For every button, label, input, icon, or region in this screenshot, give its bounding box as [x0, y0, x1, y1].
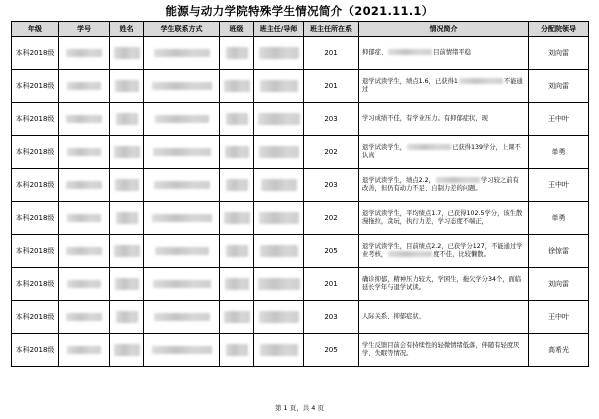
advisor-dept-text: 203: [324, 181, 338, 189]
redacted-detail: [407, 144, 451, 150]
student-id-cell: [59, 136, 110, 169]
redacted-detail: [388, 49, 432, 55]
grade-cell: [12, 334, 59, 367]
situation-text: 退学试读学生，平均绩点1.7，已获得102.5学分，该生散漫拖拉，贪玩，执行力差，学习态度不端正，: [362, 210, 523, 225]
redacted-advisor: [259, 212, 299, 224]
advisor-dept-cell: [304, 37, 359, 70]
redacted-advisor: [259, 47, 299, 59]
grade-text: 本科2018级: [15, 214, 55, 222]
redacted-name: [114, 47, 140, 59]
table-row: [12, 70, 589, 103]
redacted-contact: [154, 49, 210, 57]
leader-cell: [529, 235, 589, 268]
grade-text: 本科2018级: [15, 181, 55, 189]
class-cell: [220, 169, 254, 202]
header-leader: 分配院领导: [529, 22, 589, 37]
name-cell: [110, 169, 144, 202]
advisor-dept-cell: [304, 169, 359, 202]
redacted-name: [115, 278, 139, 290]
name-cell: [110, 334, 144, 367]
name-cell: [110, 268, 144, 301]
advisor-cell: [254, 37, 304, 70]
advisor-dept-cell: [304, 268, 359, 301]
redacted-class: [226, 113, 248, 125]
advisor-cell: [254, 334, 304, 367]
class-cell: [220, 103, 254, 136]
redacted-advisor: [259, 311, 299, 323]
grade-text: 本科2018级: [15, 49, 55, 57]
leader-text: 单勇: [551, 148, 566, 156]
advisor-cell: [254, 136, 304, 169]
redacted-advisor: [260, 80, 298, 92]
leader-text: 高希光: [548, 346, 569, 354]
leader-cell: [529, 334, 589, 367]
advisor-dept-cell: [304, 235, 359, 268]
situation-text: 学习成绩不佳，有学业压力。有抑郁症状，现: [362, 115, 488, 122]
grade-cell: [12, 169, 59, 202]
leader-text: 王中叶: [548, 313, 569, 321]
advisor-cell: [254, 103, 304, 136]
grade-cell: [12, 268, 59, 301]
situation-text: 抑郁症、: [362, 49, 388, 56]
advisor-dept-cell: [304, 70, 359, 103]
leader-cell: [529, 301, 589, 334]
leader-text: 刘向雷: [548, 280, 569, 288]
header-contact: 学生联系方式: [144, 22, 220, 37]
leader-text: 徐惊雷: [548, 247, 569, 255]
redacted-name: [116, 212, 138, 224]
situation-text: 确诊抑郁，精神压力较大，学困生，拖欠学分34个，面临延长学年与退学试读。: [362, 276, 522, 291]
advisor-dept-text: 201: [324, 49, 338, 57]
advisor-dept-text: 203: [324, 313, 338, 321]
situation-cell: [359, 70, 529, 103]
header-grade: 年级: [12, 22, 59, 37]
redacted-class: [226, 245, 248, 257]
table-row: [12, 37, 589, 70]
situation-text: 退学试读学生，: [362, 144, 407, 151]
situation-cell: [359, 103, 529, 136]
table-header-row: [12, 22, 589, 37]
advisor-dept-text: 201: [324, 82, 338, 90]
advisor-dept-text: 205: [324, 346, 338, 354]
leader-cell: [529, 37, 589, 70]
redacted-class: [224, 311, 250, 323]
redacted-advisor: [261, 179, 297, 191]
grade-cell: [12, 70, 59, 103]
class-cell: [220, 235, 254, 268]
redacted-student-id: [67, 214, 101, 222]
leader-text: 刘向雷: [548, 82, 569, 90]
redacted-class: [224, 212, 250, 224]
redacted-class: [226, 179, 248, 191]
situation-text: 退学试读学生，绩点2.2，: [362, 177, 435, 184]
grade-text: 本科2018级: [15, 313, 55, 321]
student-id-cell: [59, 235, 110, 268]
leader-cell: [529, 103, 589, 136]
advisor-dept-cell: [304, 202, 359, 235]
class-cell: [220, 268, 254, 301]
redacted-advisor: [258, 113, 300, 125]
advisor-dept-text: 205: [324, 247, 338, 255]
advisor-dept-cell: [304, 136, 359, 169]
advisor-dept-text: 202: [324, 214, 338, 222]
class-cell: [220, 301, 254, 334]
redacted-name: [116, 113, 138, 125]
leader-cell: [529, 202, 589, 235]
redacted-student-id: [67, 82, 101, 90]
table-row: [12, 235, 589, 268]
name-cell: [110, 301, 144, 334]
redacted-class: [226, 47, 248, 59]
contact-cell: [144, 334, 220, 367]
advisor-cell: [254, 235, 304, 268]
redacted-class: [225, 146, 249, 158]
advisor-cell: [254, 268, 304, 301]
leader-text: 王中叶: [548, 115, 569, 123]
page-title: 能源与动力学院特殊学生情况简介（2021.11.1）: [165, 4, 434, 18]
situation-text: 退学试读学生，目前绩点2.2，已获学分127，不能通过学业考核，: [362, 243, 523, 258]
student-id-cell: [59, 37, 110, 70]
contact-cell: [144, 235, 220, 268]
grade-cell: [12, 301, 59, 334]
redacted-name: [116, 311, 138, 323]
situation-cell: [359, 136, 529, 169]
situation-cell: [359, 202, 529, 235]
grade-cell: [12, 103, 59, 136]
redacted-class: [224, 80, 250, 92]
redacted-name: [115, 179, 139, 191]
table-row: [12, 334, 589, 367]
situation-cell: [359, 334, 529, 367]
grade-cell: [12, 235, 59, 268]
name-cell: [110, 202, 144, 235]
situation-text-cont: 学习较之前有改善，但仍有动力不足、自制力差的问题。: [362, 177, 519, 192]
situation-cell: [359, 235, 529, 268]
name-cell: [110, 37, 144, 70]
redacted-detail: [388, 251, 432, 257]
redacted-contact: [152, 214, 212, 222]
student-id-cell: [59, 169, 110, 202]
redacted-student-id: [67, 346, 101, 354]
leader-text: 王中叶: [548, 181, 569, 189]
situation-text: 学生反馈目前会有持续性的轻微情绪低落，伴随有轻度厌学、失眠等情况。: [362, 342, 520, 357]
redacted-student-id: [67, 148, 101, 156]
redacted-student-id: [66, 247, 102, 255]
student-id-cell: [59, 103, 110, 136]
student-table: [11, 21, 589, 367]
redacted-advisor: [259, 146, 299, 158]
redacted-contact: [153, 280, 211, 288]
redacted-detail: [436, 177, 480, 183]
contact-cell: [144, 202, 220, 235]
advisor-cell: [254, 169, 304, 202]
header-student-id: 学号: [59, 22, 110, 37]
grade-cell: [12, 202, 59, 235]
student-id-cell: [59, 268, 110, 301]
header-advisor: 班主任/导师: [254, 22, 304, 37]
name-cell: [110, 136, 144, 169]
leader-cell: [529, 136, 589, 169]
situation-text-cont: 度不佳，比较懒散。: [433, 251, 490, 258]
redacted-class: [225, 278, 249, 290]
situation-text-cont: 已获得139学分，上课不认真: [362, 144, 521, 159]
contact-cell: [144, 136, 220, 169]
name-cell: [110, 70, 144, 103]
redacted-contact: [154, 181, 210, 189]
redacted-contact: [152, 346, 212, 354]
class-cell: [220, 136, 254, 169]
redacted-advisor: [260, 245, 298, 257]
redacted-student-id: [66, 313, 102, 321]
header-name: 姓名: [110, 22, 144, 37]
redacted-class: [226, 344, 248, 356]
student-id-cell: [59, 202, 110, 235]
grade-text: 本科2018级: [15, 115, 55, 123]
grade-text: 本科2018级: [15, 82, 55, 90]
redacted-detail: [459, 78, 503, 84]
redacted-contact: [153, 148, 211, 156]
contact-cell: [144, 268, 220, 301]
advisor-cell: [254, 202, 304, 235]
situation-text-cont: 目前情绪平稳: [433, 49, 471, 56]
leader-cell: [529, 70, 589, 103]
advisor-dept-text: 202: [324, 148, 338, 156]
contact-cell: [144, 70, 220, 103]
contact-cell: [144, 301, 220, 334]
header-situation: 情况简介: [359, 22, 529, 37]
leader-cell: [529, 169, 589, 202]
contact-cell: [144, 37, 220, 70]
grade-text: 本科2018级: [15, 346, 55, 354]
leader-text: 刘向雷: [548, 49, 569, 57]
page-footer: 第 1 页，共 4 页: [274, 404, 325, 412]
situation-cell: [359, 268, 529, 301]
name-cell: [110, 103, 144, 136]
grade-text: 本科2018级: [15, 247, 55, 255]
redacted-name: [114, 146, 140, 158]
leader-cell: [529, 268, 589, 301]
redacted-advisor: [260, 344, 298, 356]
redacted-contact: [154, 313, 210, 321]
header-class: 班级: [220, 22, 254, 37]
class-cell: [220, 70, 254, 103]
class-cell: [220, 334, 254, 367]
table-row: [12, 202, 589, 235]
situation-cell: [359, 301, 529, 334]
advisor-dept-cell: [304, 103, 359, 136]
grade-cell: [12, 37, 59, 70]
redacted-student-id: [66, 49, 102, 57]
contact-cell: [144, 169, 220, 202]
grade-text: 本科2018级: [15, 148, 55, 156]
class-cell: [220, 202, 254, 235]
redacted-student-id: [66, 181, 102, 189]
student-id-cell: [59, 70, 110, 103]
redacted-advisor: [258, 278, 300, 290]
redacted-student-id: [66, 115, 102, 123]
advisor-dept-cell: [304, 301, 359, 334]
advisor-cell: [254, 301, 304, 334]
leader-text: 单勇: [551, 214, 566, 222]
grade-text: 本科2018级: [15, 280, 55, 288]
grade-cell: [12, 136, 59, 169]
advisor-dept-cell: [304, 334, 359, 367]
redacted-name: [114, 344, 140, 356]
advisor-cell: [254, 70, 304, 103]
situation-cell: [359, 169, 529, 202]
advisor-dept-text: 201: [324, 280, 338, 288]
redacted-contact: [155, 115, 209, 123]
redacted-name: [115, 80, 139, 92]
situation-cell: [359, 37, 529, 70]
contact-cell: [144, 103, 220, 136]
name-cell: [110, 235, 144, 268]
table-row: [12, 301, 589, 334]
table-row: [12, 268, 589, 301]
redacted-name: [114, 245, 140, 257]
redacted-contact: [155, 247, 209, 255]
situation-text-cont: 不能通过: [362, 78, 523, 93]
table-row: [12, 136, 589, 169]
table-row: [12, 169, 589, 202]
student-id-cell: [59, 334, 110, 367]
redacted-contact: [152, 82, 212, 90]
situation-text: 人际关系、抑郁症状、: [362, 313, 425, 320]
header-advisor-dept: 班主任所在系: [304, 22, 359, 37]
situation-text: 退学试读学生，绩点1.6，已获得1: [362, 78, 458, 85]
redacted-student-id: [67, 280, 101, 288]
student-id-cell: [59, 301, 110, 334]
class-cell: [220, 37, 254, 70]
table-row: [12, 103, 589, 136]
advisor-dept-text: 203: [324, 115, 338, 123]
